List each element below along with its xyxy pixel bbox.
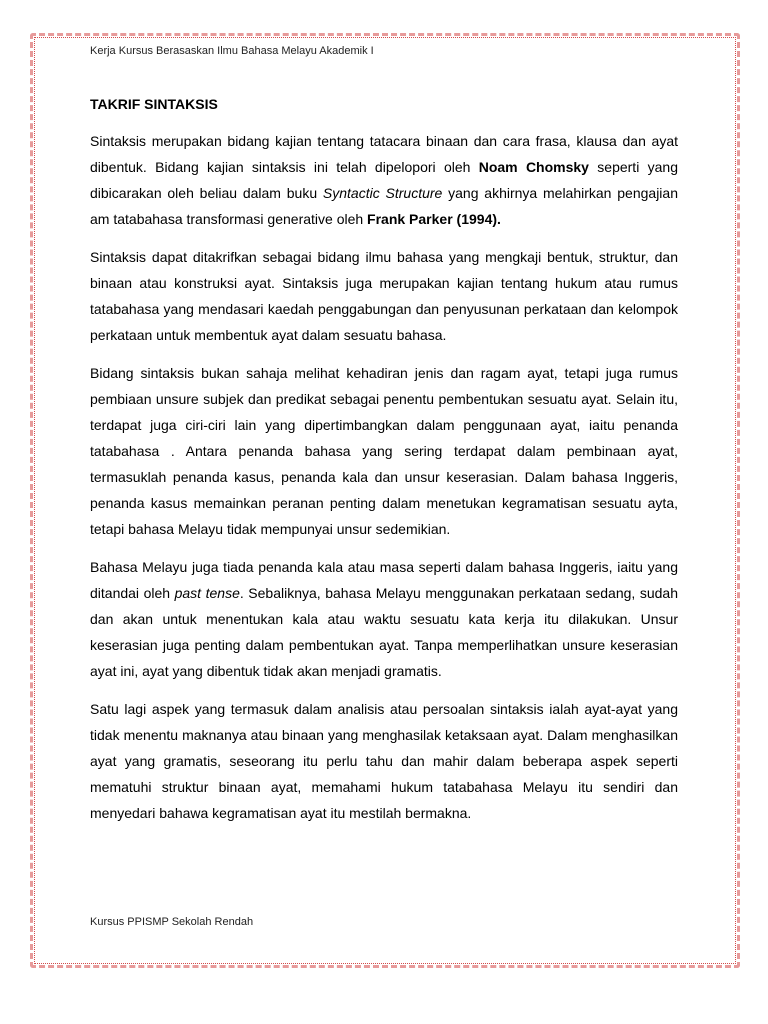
- page-footer: Kursus PPISMP Sekolah Rendah: [90, 916, 254, 928]
- term-past-tense: past tense: [174, 585, 240, 601]
- paragraph-1-text-c: seperti yang dibicarakan oleh beliau dalam buku: [90, 159, 678, 201]
- paragraph-3: Bidang sintaksis bukan sahaja melihat kehadiran jenis dan ragam ayat, tetapi juga rumus pembiaan unsure subjek dan predikat sebagai penentu pembentukan sesuatu ayat. Selain itu, terdapat juga ciri-ciri lain yang dipertimbangkan dalam penggunaan ayat, iaitu penanda tatabahasa . Antara penanda bahasa yang sering terdapat dalam pembinaan ayat, termasuklah penanda kasus, penanda kala dan unsur keserasian. Dalam bahasa Inggeris, penanda kasus memainkan peranan penting dalam menetukan kegramatisan sesuatu ayta, tetapi bahasa Melayu tidak mempunyai unsur sedemikian.: [90, 365, 678, 537]
- paragraph-1-text-e: yang akhirnya melahirkan pengajian am tatabahasa transformasi generative oleh: [90, 185, 678, 227]
- paragraph-4-text-a: Bahasa Melayu juga tiada penanda kala atau masa seperti dalam bahasa Inggeris, iaitu yang ditandai oleh: [90, 559, 678, 601]
- paragraph-1: [90, 128, 678, 232]
- author-frank-parker: Frank Parker (1994).: [367, 211, 501, 227]
- paragraph-1-text-a: Sintaksis merupakan bidang kajian tentang tatacara binaan dan cara frasa, klausa dan ayat dibentuk. Bidang kajian sintaksis ini telah dipelopori oleh: [90, 133, 678, 175]
- author-noam-chomsky: Noam Chomsky: [478, 159, 589, 175]
- section-title: TAKRIF SINTAKSIS: [90, 96, 218, 112]
- paragraph-4: [90, 554, 678, 684]
- paragraph-2: Sintaksis dapat ditakrifkan sebagai bidang ilmu bahasa yang mengkaji bentuk, struktur, dan binaan atau konstruksi ayat. Sintaksis juga merupakan kajian tentang hukum atau rumus tatabahasa yang mendasari kaedah penggabungan dan penyusunan perkataan dan kelompok perkataan untuk membentuk ayat dalam sesuatu bahasa.: [90, 249, 678, 343]
- document-body: [90, 128, 678, 838]
- book-title-syntactic-structure: Syntactic Structure: [322, 185, 443, 201]
- paragraph-4-text-c: . Sebaliknya, bahasa Melayu menggunakan perkataan sedang, sudah dan akan untuk menentukan kala atau waktu sesuatu kata kerja itu dilakukan. Unsur keserasian juga penting dalam pembentukan ayat. Tanpa memperlihatkan unsure keserasian ayat ini, ayat yang dibentuk tidak akan menjadi gramatis.: [90, 585, 678, 679]
- paragraph-5: Satu lagi aspek yang termasuk dalam analisis atau persoalan sintaksis ialah ayat-ayat yang tidak menentu maknanya atau binaan yang menghasilak ketaksaan ayat. Dalam menghasilkan ayat yang gramatis, seseorang itu perlu tahu dan mahir dalam beberapa aspek seperti mematuhi struktur binaan ayat, memahami hukum tatabahasa Melayu itu sendiri dan menyedari bahawa kegramatisan ayat itu mestilah bermakna.: [90, 701, 678, 821]
- page-header: Kerja Kursus Berasaskan Ilmu Bahasa Melayu Akademik I: [90, 45, 374, 57]
